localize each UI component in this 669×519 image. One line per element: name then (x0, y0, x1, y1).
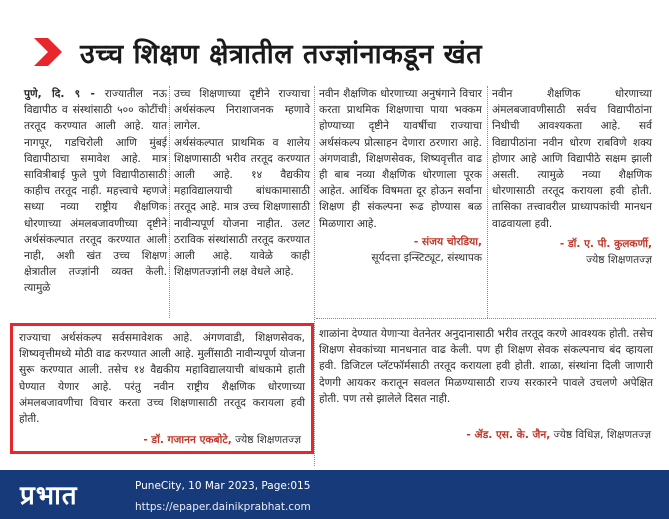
quote-author: - ॲड. एस. के. जैन, (466, 429, 551, 441)
column-3-text: नवीन शैक्षणिक धोरणाच्या अनुषंगाने विचार करता प्राथमिक शिक्षणाचा पाया भक्कम होण्याच्या दृष्टीने यावर्षीचा राज्याचा अर्थसंकल्प प्रोत्साहन देणारा ठरणारा आहे. अंगणवाडी, शिक्षणसेवक, शिष्यवृत्तीत वाढ ही बाब नव्या शैक्षणिक धोरणाला पूरक आहेत. आर्थिक विषमता दूर होऊन सर्वांना शिक्षण ही संकल्पना रूढ होण्यास बळ मिळणारा आहे. (319, 88, 482, 230)
column-2-text: उच्च शिक्षणाच्या दृष्टीने राज्याचा अर्थसंकल्प निराशाजनक म्हणावे लागेल. अर्थसंकल्पात प्राथमिक व शालेय शिक्षणासाठी भरीव तरतूद करण्यात आली आहे. १४ वैद्यकीय महाविद्यालयाची बांधकामासाठी तरतूद आहे. मात्र उच्च शिक्षणासाठी नावीन्यपूर्ण योजना नाहीत. उलट ठराविक संस्थांसाठी तरतूद करण्यात आली आहे. यावेळे काही शिक्षणतज्ज्ञांनी लक्ष वेधले आहे. (174, 88, 310, 279)
epaper-footer (0, 470, 669, 519)
quote-author: - डॉ. गजानन एकबोटे, (143, 434, 232, 446)
quote-author: - संजय चोरडिया, (413, 235, 482, 248)
quote-affiliation: ज्येष्ठ शिक्षणतज्ज्ञ (586, 254, 652, 267)
dateline: पुणे, दि. ९ - (24, 88, 95, 100)
column-divider (169, 86, 170, 318)
highlighted-quote-box (10, 323, 314, 454)
article-column-1 (24, 86, 167, 297)
quote-affiliation: ज्येष्ठ शिक्षणतज्ज्ञ (235, 434, 301, 446)
publication-logo[interactable]: प्रभात (20, 481, 78, 511)
section-divider (316, 318, 656, 319)
edition-info: PuneCity, 10 Mar 2023, Page:015 (135, 480, 311, 492)
highlight-column (19, 330, 305, 427)
quote-signature (466, 428, 651, 442)
headline-bar (30, 30, 650, 74)
quote-signature (319, 234, 482, 250)
highlight-text: राज्याचा अर्थसंकल्प सर्वसमावेशक आहे. अंगणवाडी, शिक्षणसेवक, शिष्यवृत्तीमध्ये मोठी वाढ करण्यात आली आहे. मुलींसाठी नावीन्यपूर्ण योजना सुरू करण्यात आली. तसेच १४ वैद्यकीय महाविद्यालयाची बांधकामे हाती घेण्यात येणार आहे. परंतु नवीन राष्ट्रीय शैक्षणिक धोरणाच्या अंमलबजावणीचा विचार करता उच्च शिक्षणासाठी तरतूद करायला हवी होती. (19, 332, 305, 426)
column-divider (314, 86, 315, 466)
quote-column-5 (319, 326, 653, 407)
article-column-2 (174, 86, 310, 280)
epaper-link[interactable]: https://epaper.dainikprabhat.com (135, 501, 311, 513)
quote-column-3 (319, 86, 482, 266)
quote-signature (143, 433, 301, 447)
chevron-right-icon (30, 32, 70, 72)
article-headline: उच्च शिक्षण क्षेत्रातील तज्ज्ञांनाकडून खंत (80, 38, 483, 70)
quote-author: - डॉ. ए. पी. कुलकर्णी, (559, 237, 652, 250)
quote-affiliation: सूर्यदत्ता इन्स्टिट्यूट, संस्थापक (371, 252, 482, 265)
quote-column-4 (492, 86, 652, 268)
column-4-text: नवीन शैक्षणिक धोरणाच्या अंमलबजावणीसाठी सर्वच विद्यापीठांना निधीची आवश्यकता आहे. सर्व विद्यापीठांना नवीन धोरण राबविणे शक्य होणार आहे आणि विद्यापीठे सक्षम झाली असती. त्यामुळे नव्या शैक्षणिक धोरणासाठी तरतूद करायला हवी होती. तासिका तत्त्वावरील प्राध्यापकांची मानधन वाढवायला हवी. (492, 88, 652, 230)
column-5-text: शाळांना देण्यात येणाऱ्या वेतनेतर अनुदानासाठी भरीव तरतूद करणे आवश्यक होती. तसेच शिक्षण सेवकांच्या मानधनात वाढ केली. पण ही शिक्षण सेवक संकल्पनाच बंद व्हायला हवी. डिजिटल प्लॅटफॉर्मसाठी तरतूद करायला हवी होती. शाळा, संस्थांना दिली जाणारी देणगी आयकर करातून सवलत मिळण्यासाठी राज्य सरकारने पावले उचलणे अपेक्षित होती. पण तसे झालेले दिसत नाही. (319, 328, 653, 405)
column-divider (487, 86, 488, 318)
quote-signature (492, 236, 652, 252)
column-1-text: राज्यातील नऊ विद्यापीठ व संस्थांसाठी ५०० कोटींची तरतूद करण्यात आली आहे. यात नागपूर, गडचिरोली आणि मुंबई विद्यापीठाचा समावेश आहे. मात्र सावित्रीबाई फुले पुणे विद्यापीठासाठी काहीच तरतूद नाही. महत्त्वाचे म्हणजे सध्या नव्या राष्ट्रीय शैक्षणिक धोरणाच्या अंमलबजावणीच्या दृष्टीने अर्थसंकल्पात तरतूद करण्यात आली नाही, अशी खंत उच्च शिक्षण क्षेत्रातील तज्ज्ञांनी व्यक्त केली. त्यामुळे (24, 88, 167, 295)
quote-affiliation: ज्येष्ठ विधिज्ञ, शिक्षणतज्ज्ञ (553, 429, 651, 441)
